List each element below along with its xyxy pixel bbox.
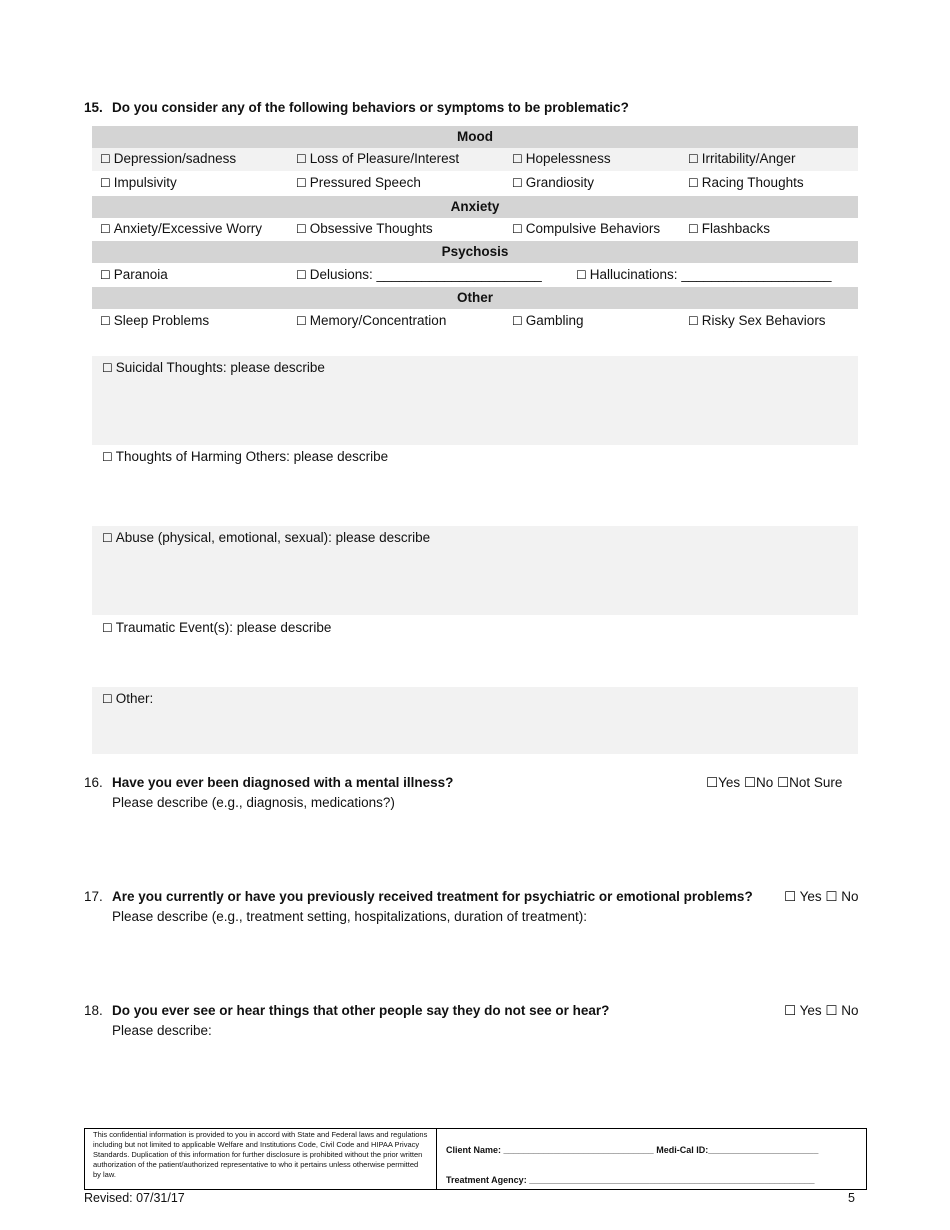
checkbox-memory-concentration[interactable]: ☐ Memory/Concentration bbox=[296, 313, 447, 328]
q18-sub: Please describe: bbox=[112, 1023, 212, 1038]
q18-options bbox=[784, 1003, 859, 1019]
confidentiality-notice: This confidential information is provided to you in accord with State and Federal laws and regulations including but not limited to applicable Welfare and Institutions Code, Civil Code and HIPAA Privacy Standards. Duplication of this information for further disclosure is prohibited without the prior written authorization of the patient/authorized representative to who it pertains unless otherwise permitted by law. bbox=[85, 1129, 437, 1189]
checkbox-hallucinations[interactable]: ☐ Hallucinations: ____________________ bbox=[576, 267, 832, 282]
checkbox-paranoia[interactable]: ☐ Paranoia bbox=[100, 267, 168, 282]
q18-number: 18. bbox=[84, 1003, 103, 1018]
client-name-line[interactable]: Client Name: ______________________________ Medi-Cal ID:______________________ bbox=[446, 1145, 819, 1155]
q16-no[interactable]: ☐No bbox=[743, 775, 774, 790]
checkbox-abuse[interactable]: ☐ Abuse (physical, emotional, sexual): please describe bbox=[102, 530, 431, 545]
q17-yes[interactable]: ☐ Yes bbox=[784, 889, 822, 904]
q16-options bbox=[706, 775, 842, 791]
q18-no[interactable]: ☐ No bbox=[825, 1003, 859, 1018]
checkbox-sleep-problems[interactable]: ☐ Sleep Problems bbox=[100, 313, 210, 328]
q17-sub: Please describe (e.g., treatment setting, hospitalizations, duration of treatment): bbox=[112, 909, 587, 924]
anxiety-header: Anxiety bbox=[92, 196, 858, 218]
q17-options bbox=[784, 889, 859, 905]
checkbox-loss-of-pleasure[interactable]: ☐ Loss of Pleasure/Interest bbox=[296, 151, 460, 166]
medical-id-field[interactable]: Medi-Cal ID:______________________ bbox=[656, 1145, 819, 1155]
psychosis-header: Psychosis bbox=[92, 241, 858, 263]
q16-not-sure[interactable]: ☐Not Sure bbox=[777, 775, 843, 790]
checkbox-harming-others[interactable]: ☐ Thoughts of Harming Others: please describe bbox=[102, 449, 389, 464]
q15-question: Do you consider any of the following behaviors or symptoms to be problematic? bbox=[112, 100, 629, 115]
checkbox-delusions[interactable]: ☐ Delusions: ______________________ bbox=[296, 267, 542, 282]
q17-no[interactable]: ☐ No bbox=[825, 889, 859, 904]
checkbox-flashbacks[interactable]: ☐ Flashbacks bbox=[688, 221, 771, 236]
q16-yes[interactable]: ☐Yes bbox=[706, 775, 741, 790]
q15-number: 15. bbox=[84, 100, 103, 115]
other-row bbox=[92, 310, 858, 333]
harming-others-block[interactable] bbox=[92, 445, 858, 526]
checkbox-anxiety[interactable]: ☐ Anxiety/Excessive Worry bbox=[100, 221, 263, 236]
checkbox-gambling[interactable]: ☐ Gambling bbox=[512, 313, 584, 328]
q18-question: Do you ever see or hear things that other people say they do not see or hear? bbox=[112, 1003, 610, 1018]
checkbox-risky-sex-behaviors[interactable]: ☐ Risky Sex Behaviors bbox=[688, 313, 826, 328]
mood-row-2 bbox=[92, 172, 858, 195]
q16-sub: Please describe (e.g., diagnosis, medications?) bbox=[112, 795, 395, 810]
anxiety-row bbox=[92, 218, 858, 241]
q17-question: Are you currently or have you previously received treatment for psychiatric or emotional problems? bbox=[112, 889, 753, 904]
checkbox-other[interactable]: ☐ Other: bbox=[102, 691, 154, 706]
psychosis-row bbox=[92, 264, 858, 287]
checkbox-impulsivity[interactable]: ☐ Impulsivity bbox=[100, 175, 177, 190]
revised-date: Revised: 07/31/17 bbox=[84, 1191, 185, 1205]
confidentiality-footer bbox=[84, 1128, 867, 1190]
checkbox-obsessive-thoughts[interactable]: ☐ Obsessive Thoughts bbox=[296, 221, 433, 236]
other-description-block[interactable] bbox=[92, 687, 858, 754]
mood-row-1 bbox=[92, 148, 858, 171]
mood-header: Mood bbox=[92, 126, 858, 148]
q17-number: 17. bbox=[84, 889, 103, 904]
traumatic-events-block[interactable] bbox=[92, 616, 858, 687]
checkbox-hopelessness[interactable]: ☐ Hopelessness bbox=[512, 151, 611, 166]
other-header: Other bbox=[92, 287, 858, 309]
checkbox-irritability[interactable]: ☐ Irritability/Anger bbox=[688, 151, 796, 166]
checkbox-traumatic-events[interactable]: ☐ Traumatic Event(s): please describe bbox=[102, 620, 332, 635]
treatment-agency-field[interactable]: Treatment Agency: _________________________________________________________ bbox=[446, 1175, 815, 1185]
checkbox-racing-thoughts[interactable]: ☐ Racing Thoughts bbox=[688, 175, 804, 190]
checkbox-pressured-speech[interactable]: ☐ Pressured Speech bbox=[296, 175, 421, 190]
checkbox-depression[interactable]: ☐ Depression/sadness bbox=[100, 151, 237, 166]
checkbox-suicidal-thoughts[interactable]: ☐ Suicidal Thoughts: please describe bbox=[102, 360, 325, 375]
page-number: 5 bbox=[848, 1191, 855, 1205]
client-info bbox=[438, 1129, 866, 1189]
checkbox-compulsive-behaviors[interactable]: ☐ Compulsive Behaviors bbox=[512, 221, 661, 236]
suicidal-thoughts-block[interactable] bbox=[92, 356, 858, 445]
q16-question: Have you ever been diagnosed with a mental illness? bbox=[112, 775, 454, 790]
abuse-block[interactable] bbox=[92, 526, 858, 615]
q16-number: 16. bbox=[84, 775, 103, 790]
q18-yes[interactable]: ☐ Yes bbox=[784, 1003, 822, 1018]
checkbox-grandiosity[interactable]: ☐ Grandiosity bbox=[512, 175, 595, 190]
